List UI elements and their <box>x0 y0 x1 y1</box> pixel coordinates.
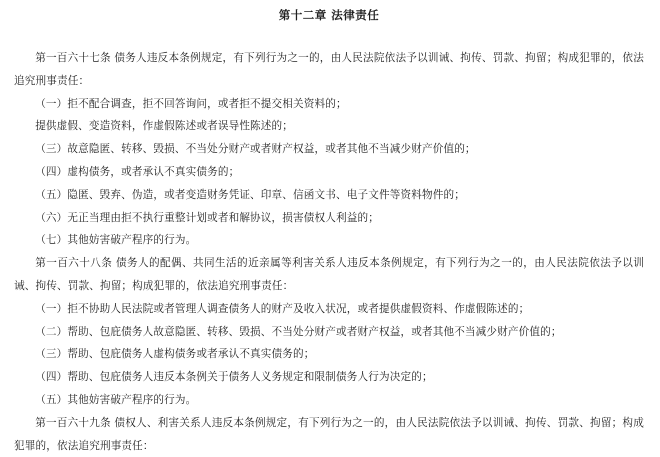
chapter-title: 第十二章 法律责任 <box>278 8 380 22</box>
article-168-item-4: （四）帮助、包庇债务人违反本条例关于债务人义务规定和限制债务人行为决定的； <box>35 371 433 384</box>
article-167-item-5: （五）隐匿、毁弃、伪造，或者变造财务凭证、印章、信函文书、电子文件等资料物件的； <box>35 188 465 201</box>
article-167-item-3: （三）故意隐匿、转移、毁损、不当处分财产或者财产权益，或者其他不当减少财产价值的； <box>35 143 476 156</box>
article-168-item-5: （五）其他妨害破产程序的行为。 <box>35 393 197 406</box>
article-167-item-7: （七）其他妨害破产程序的行为。 <box>35 234 197 247</box>
article-168: 第一百六十八条 债务人的配偶、共同生活的近亲属等利害关系人违反本条例规定，有下列行为之一的，由人民法院依法予以训诫、拘传、罚款、拘留；构成犯罪的，依法追究刑事责任： <box>14 257 644 292</box>
article-169: 第一百六十九条 债权人、利害关系人违反本条例规定，有下列行为之一的，由人民法院依法予以训诫、拘传、罚款、拘留；构成犯罪的，依法追究刑事责任： <box>14 416 644 452</box>
article-167: 第一百六十七条 债务人违反本条例规定，有下列行为之一的，由人民法院依法予以训诫、拘传、罚款、拘留；构成犯罪的，依法追究刑事责任： <box>14 52 644 87</box>
article-167-item-1: （一）拒不配合调查，拒不回答询问，或者拒不提交相关资料的； <box>35 97 347 110</box>
article-168-item-2: （二）帮助、包庇债务人故意隐匿、转移、毁损、不当处分财产或者财产权益，或者其他不当减少财产价值的； <box>35 325 562 338</box>
article-167-item-2: 提供虚假、变造资料，作虚假陈述或者误导性陈述的； <box>35 120 294 133</box>
article-168-item-3: （三）帮助、包庇债务人虚构债务或者承认不真实债务的； <box>35 348 315 361</box>
article-167-item-4: （四）虚构债务，或者承认不真实债务的； <box>35 165 240 178</box>
article-168-item-1: （一）拒不协助人民法院或者管理人调查债务人的财产及收入状况，或者提供虚假资料、作虚假陈述的； <box>35 302 530 315</box>
article-167-item-6: （六）无正当理由拒不执行重整计划或者和解协议，损害债权人利益的； <box>35 211 379 224</box>
